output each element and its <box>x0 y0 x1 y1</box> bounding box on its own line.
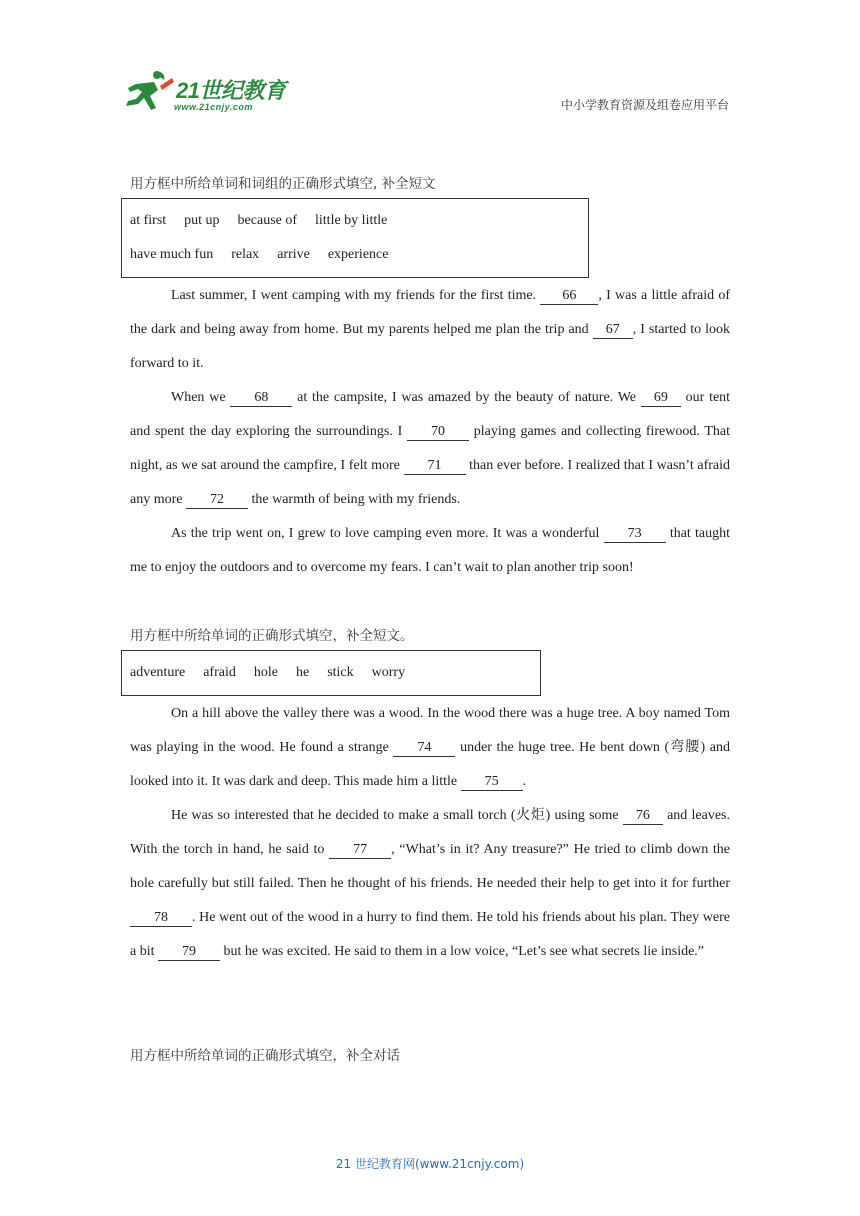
word-item: stick <box>327 665 354 680</box>
word-box-row <box>130 665 423 681</box>
page-footer[interactable]: 21 世纪教育网(www.21cnjy.com) <box>335 1157 525 1171</box>
paragraph: On a hill above the valley there was a wood. In the wood there was a huge tree. A boy named Tom was playing in the wood. He found a strange 74 under the huge tree. He bent down (弯腰) and looked into it. It was dark and deep. This made him a little 75 . <box>130 706 731 789</box>
word-item: little by little <box>315 213 388 228</box>
blank-67[interactable]: 67 <box>593 322 633 339</box>
blank-77[interactable]: 77 <box>329 842 391 859</box>
blank-70[interactable]: 70 <box>407 424 469 441</box>
word-item: at first <box>130 213 167 228</box>
word-item: adventure <box>130 665 186 680</box>
paragraph: When we 68 at the campsite, I was amazed by the beauty of nature. We 69 our tent and spent the day exploring the surroundings. I 70 playing games and collecting firewood. That night, as we sat around the campfire, I felt more 71 than ever before. I realized that I wasn’t afraid any more 72 the warmth of being with my friends. <box>130 390 731 507</box>
word-box-row-2 <box>130 247 406 263</box>
blank-74[interactable]: 74 <box>393 740 455 757</box>
word-item: put up <box>184 213 220 228</box>
blank-78[interactable]: 78 <box>130 910 192 927</box>
page-header <box>0 0 860 130</box>
runner-logo-icon <box>124 68 176 114</box>
blank-75[interactable]: 75 <box>461 774 523 791</box>
section1-passage <box>130 279 730 585</box>
paragraph: Last summer, I went camping with my friends for the first time. 66 , I was a little afraid of the dark and being away from home. But my parents helped me plan the trip and 67 , I started to look forward to it. <box>130 288 730 371</box>
word-item: because of <box>237 213 298 228</box>
word-box-row-1 <box>130 213 405 229</box>
logo-text: 21世纪教育 <box>176 78 286 103</box>
section2-passage <box>130 697 730 969</box>
blank-68[interactable]: 68 <box>230 390 292 407</box>
platform-tagline: 中小学教育资源及组卷应用平台 <box>560 98 729 112</box>
word-item: experience <box>327 247 389 262</box>
section1-word-box <box>121 198 589 278</box>
site-logo[interactable] <box>124 68 294 116</box>
word-item: relax <box>231 247 260 262</box>
paragraph: He was so interested that he decided to make a small torch (火炬) using some 76 and leaves. With the torch in hand, he said to 77 , “What’s in it? Any treasure?” He tried to climb down the hole carefully but still failed. Then he thought of his friends. He needed their help to get into it for further 78 . He went out of the wood in a hurry to find them. He told his friends about his plan. They were a bit 79 but he was excited. He said to them in a low voice, “Let’s see what secrets lie inside.” <box>130 808 731 959</box>
word-item: hole <box>253 665 278 680</box>
word-item: afraid <box>203 665 236 680</box>
paragraph: As the trip went on, I grew to love camping even more. It was a wonderful 73 that taught me to enjoy the outdoors and to overcome my fears. I can’t wait to plan another trip soon! <box>130 526 730 575</box>
blank-72[interactable]: 72 <box>186 492 248 509</box>
section2-title: 用方框中所给单词的正确形式填空，补全短文。 <box>130 628 414 644</box>
blank-76[interactable]: 76 <box>623 808 663 825</box>
blank-66[interactable]: 66 <box>540 288 598 305</box>
word-item: he <box>295 665 310 680</box>
blank-71[interactable]: 71 <box>404 458 466 475</box>
blank-73[interactable]: 73 <box>604 526 666 543</box>
word-item: worry <box>371 665 406 680</box>
section3-title: 用方框中所给单词的正确形式填空，补全对话 <box>130 1048 400 1064</box>
blank-79[interactable]: 79 <box>158 944 220 961</box>
word-item: arrive <box>277 247 310 262</box>
section2-word-box <box>121 650 541 696</box>
word-item: have much fun <box>130 247 214 262</box>
blank-69[interactable]: 69 <box>641 390 681 407</box>
logo-url: www.21cnjy.com <box>174 102 253 112</box>
section1-title: 用方框中所给单词和词组的正确形式填空, 补全短文 <box>130 176 436 192</box>
